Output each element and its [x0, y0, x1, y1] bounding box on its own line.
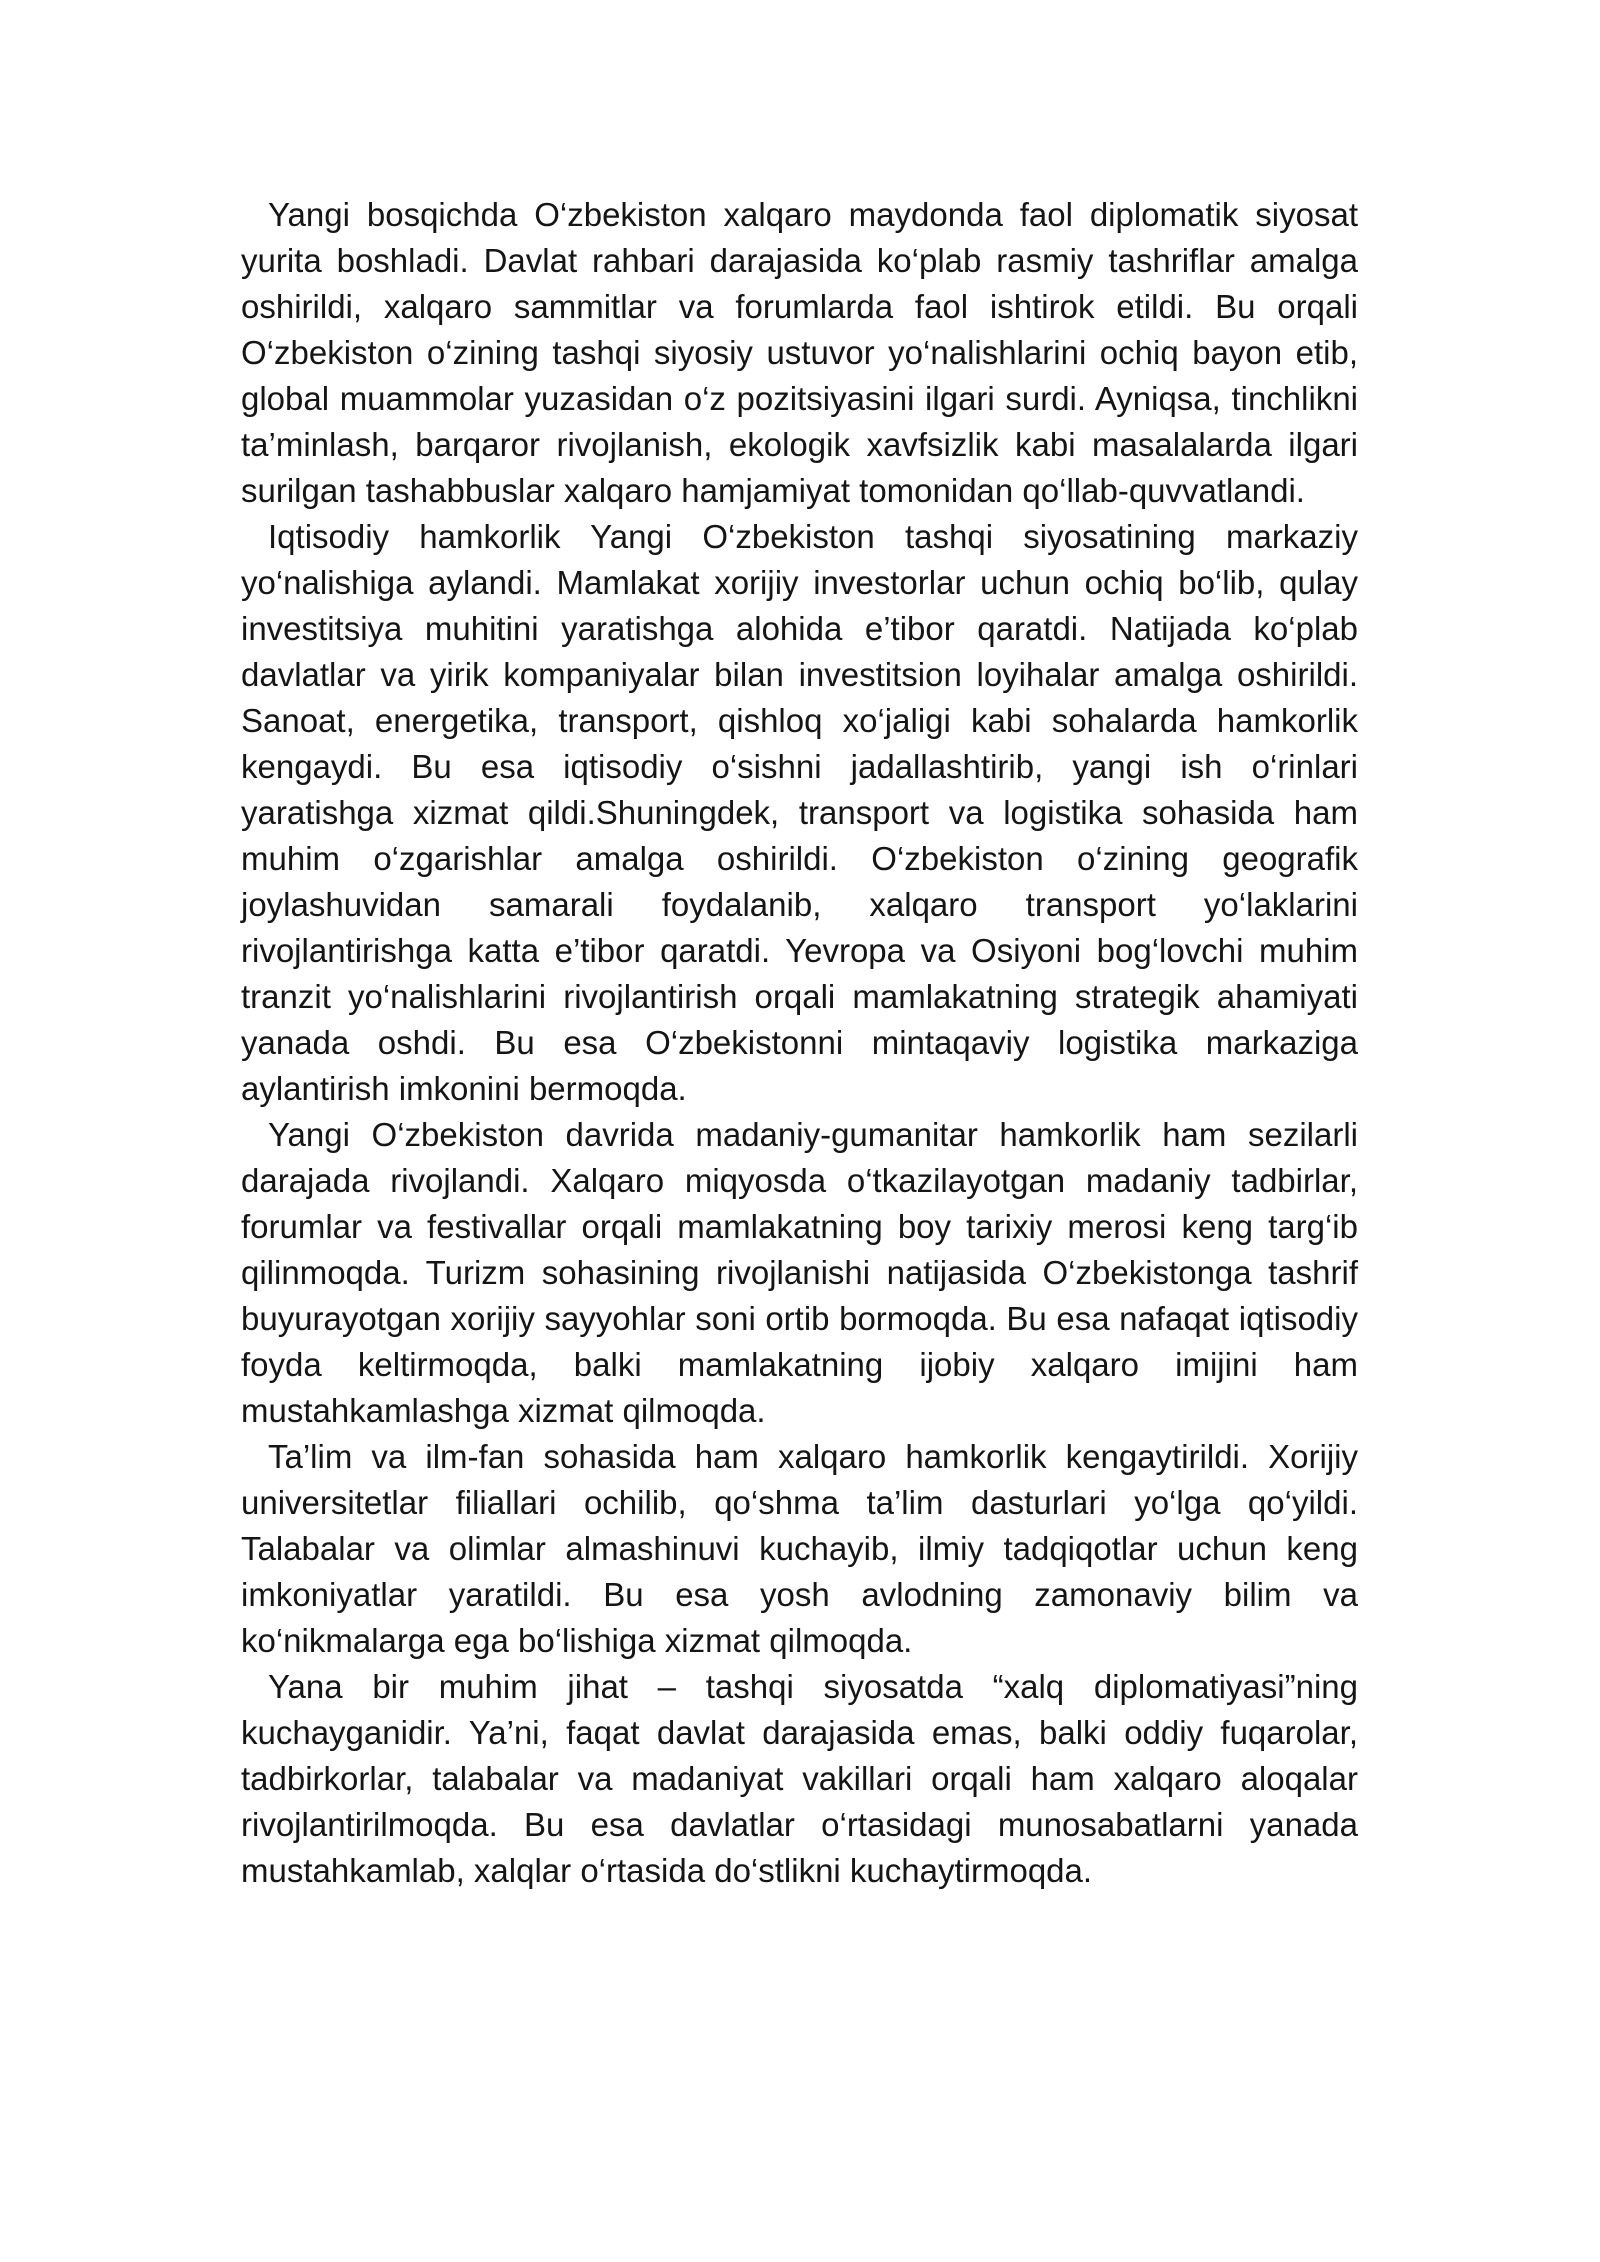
body-text: [241, 192, 1358, 1894]
paragraph-education-science: Ta’lim va ilm-fan sohasida ham xalqaro hamkorlik kengaytirildi. Xorijiy universitetlar filiallari ochilib, qo‘shma ta’lim dasturlari yo‘lga qo‘yildi. Talabalar va olimlar almashinuvi kuchayib, ilmiy tadqiqotlar uchun keng imkoniyatlar yaratildi. Bu esa yosh avlodning zamonaviy bilim va ko‘nikmalarga ega bo‘lishiga xizmat qilmoqda.: [241, 1438, 1358, 1659]
paragraph-economic-cooperation: Iqtisodiy hamkorlik Yangi O‘zbekiston tashqi siyosatining markaziy yo‘nalishiga aylandi. Mamlakat xorijiy investorlar uchun ochiq bo‘lib, qulay investitsiya muhitini yaratishga alohida e’tibor qaratdi. Natijada ko‘plab davlatlar va yirik kompaniyalar bilan investitsion loyihalar amalga oshirildi. Sanoat, energetika, transport, qishloq xo‘jaligi kabi sohalarda hamkorlik kengaydi. Bu esa iqtisodiy o‘sishni jadallashtirib, yangi ish o‘rinlari yaratishga xizmat qildi.Shuningdek, transport va logistika sohasida ham muhim o‘zgarishlar amalga oshirildi. O‘zbekiston o‘zining geografik joylashuvidan samarali foydalanib, xalqaro transport yo‘laklarini rivojlantirishga katta e’tibor qaratdi. Yevropa va Osiyoni bog‘lovchi muhim tranzit yo‘nalishlarini rivojlantirish orqali mamlakatning strategik ahamiyati yanada oshdi. Bu esa O‘zbekistonni mintaqaviy logistika markaziga aylantirish imkonini bermoqda.: [241, 518, 1358, 1107]
paragraph-cultural-cooperation: Yangi O‘zbekiston davrida madaniy-gumanitar hamkorlik ham sezilarli darajada rivojlandi. Xalqaro miqyosda o‘tkazilayotgan madaniy tadbirlar, forumlar va festivallar orqali mamlakatning boy tarixiy merosi keng targ‘ib qilinmoqda. Turizm sohasining rivojlanishi natijasida O‘zbekistonga tashrif buyurayotgan xorijiy sayyohlar soni ortib bormoqda. Bu esa nafaqat iqtisodiy foyda keltirmoqda, balki mamlakatning ijobiy xalqaro imijini ham mustahkamlashga xizmat qilmoqda.: [241, 1116, 1358, 1429]
paragraph-public-diplomacy: Yana bir muhim jihat – tashqi siyosatda “xalq diplomatiyasi”ning kuchayganidir. Ya’ni, faqat davlat darajasida emas, balki oddiy fuqarolar, tadbirkorlar, talabalar va madaniyat vakillari orqali ham xalqaro aloqalar rivojlantirilmoqda. Bu esa davlatlar o‘rtasidagi munosabatlarni yanada mustahkamlab, xalqlar o‘rtasida do‘stlikni kuchaytirmoqda.: [241, 1668, 1358, 1889]
paragraph-diplomacy: Yangi bosqichda O‘zbekiston xalqaro maydonda faol diplomatik siyosat yurita boshladi. Davlat rahbari darajasida ko‘plab rasmiy tashriflar amalga oshirildi, xalqaro sammitlar va forumlarda faol ishtirok etildi. Bu orqali O‘zbekiston o‘zining tashqi siyosiy ustuvor yo‘nalishlarini ochiq bayon etib, global muammolar yuzasidan o‘z pozitsiyasini ilgari surdi. Ayniqsa, tinchlikni ta’minlash, barqaror rivojlanish, ekologik xavfsizlik kabi masalalarda ilgari surilgan tashabbuslar xalqaro hamjamiyat tomonidan qo‘llab-quvvatlandi.: [241, 196, 1358, 509]
